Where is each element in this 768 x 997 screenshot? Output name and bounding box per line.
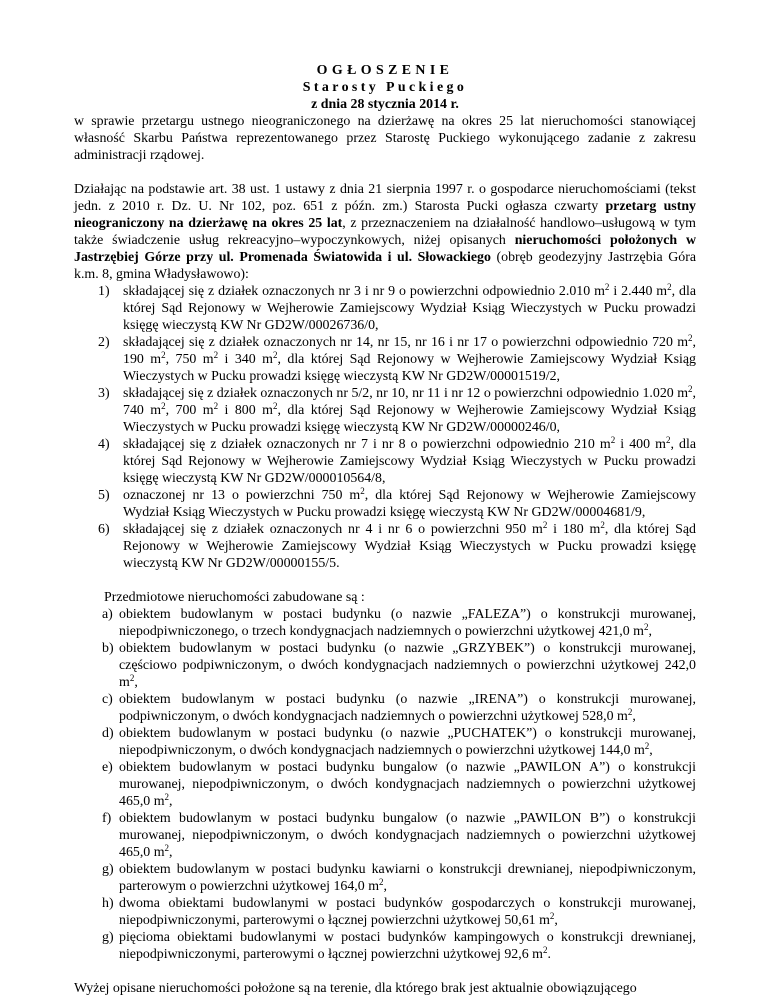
parcel-item-text: , dla której Sąd Rejonowy w Wejherowie Zamiejscowy Wydział Ksiąg Wieczystych w Pucku prowadzi księgę wieczystą KW Nr GD2W/00001519/2, <box>123 352 696 384</box>
parcel-item-text: i 2.440 m <box>609 284 668 299</box>
building-item-marker: f) <box>102 811 112 826</box>
building-item-text: obiektem budowlanym w postaci budynku (o nazwie „FALEZA”) o konstrukcji murowanej, niepodpiwniczonego, o trzech kondygnacjach nadziemnych o powierzchni użytkowej 421,0 m <box>119 607 696 639</box>
superscript: 2 <box>688 333 693 343</box>
parcel-item <box>98 282 696 334</box>
parcel-item <box>98 384 696 436</box>
building-item <box>102 691 696 725</box>
parcel-item-text: składającej się z działek oznaczonych nr 4 i nr 6 o powierzchni 950 m <box>123 522 543 537</box>
parcel-item <box>98 520 696 572</box>
building-item <box>102 810 696 861</box>
document-page <box>74 0 696 997</box>
superscript: 2 <box>164 792 170 802</box>
parcel-item-text: , 750 m <box>165 352 214 367</box>
building-item-text: , <box>632 709 636 724</box>
parcel-item-text: i 800 m <box>218 403 273 418</box>
parcel-item-text: i 340 m <box>218 352 273 367</box>
superscript: 2 <box>627 707 633 717</box>
parcel-item-marker: 2) <box>98 335 110 350</box>
legal-basis-text: Działając na podstawie art. 38 ust. 1 ustawy z dnia 21 sierpnia 1997 r. o gospodarce nieruchomościami (tekst jedn. z 2010 r. Dz. U. Nr 102, poz. 651 z późn. zm.) Starosta Pucki ogłasza czwarty <box>74 182 696 214</box>
building-item-text: obiektem budowlanym w postaci budynku kawiarni o konstrukcji drewnianej, niepodpiwniczonym, parterowym o powierzchni użytkowej 164,0 m <box>119 862 696 894</box>
tender-type: przetarg ustny nieograniczony na dzierżawę na okres 25 lat <box>74 199 696 231</box>
parcel-list <box>74 283 696 572</box>
building-item-text: , <box>169 845 173 860</box>
parcel-item-marker: 1) <box>98 284 110 299</box>
parcel-item-text: , 700 m <box>165 403 214 418</box>
notice-title: OGŁOSZENIE <box>316 63 454 78</box>
superscript: 2 <box>272 350 278 360</box>
parcel-item-text: , dla której Sąd Rejonowy w Wejherowie Zamiejscowy Wydział Ksiąg Wieczystych w Pucku prowadzi księgę wieczystą KW Nr GD2W/00004681/9, <box>123 488 696 520</box>
parcel-item-text: , dla której Sąd Rejonowy w Wejherowie Zamiejscowy Wydział Ksiąg Wieczystych w Pucku prowadzi księgę wieczystą KW Nr GD2W/00000155/5. <box>123 522 696 571</box>
building-item-marker: g) <box>102 930 114 945</box>
building-item <box>102 606 696 640</box>
superscript: 2 <box>644 741 650 751</box>
superscript: 2 <box>643 622 649 632</box>
parcel-item-text: składającej się z działek oznaczonych nr 14, nr 15, nr 16 i nr 17 o powierzchni odpowiednio 720 m <box>123 335 689 350</box>
parcel-item-text: i 180 m <box>547 522 601 537</box>
parcel-item-text: składającej się z działek oznaczonych nr 7 i nr 8 o powierzchni odpowiednio 210 m <box>123 437 611 452</box>
building-item-text: pięcioma obiektami budowlanymi w postaci budynków kampingowych o konstrukcji drewnianej, niepodpiwniczonymi, parterowymi o łącznej powierzchni użytkowej 92,6 m <box>119 930 696 962</box>
building-item <box>102 929 696 963</box>
superscript: 2 <box>161 401 166 411</box>
building-item <box>102 640 696 691</box>
parcel-item-text: oznaczonej nr 13 o powierzchni 750 m <box>123 488 361 503</box>
buildings-intro: Przedmiotowe nieruchomości zabudowane są : <box>104 590 365 605</box>
parcel-item-text: , 740 m <box>123 386 696 418</box>
closing-paragraph: Wyżej opisane nieruchomości położone są na terenie, dla którego brak jest aktualnie obowiązującego <box>74 981 637 996</box>
building-item-text: , <box>648 624 652 639</box>
parcel-item <box>98 435 696 487</box>
superscript: 2 <box>379 877 384 887</box>
superscript: 2 <box>600 520 605 530</box>
superscript: 2 <box>164 843 170 853</box>
building-item-marker: d) <box>102 726 114 741</box>
superscript: 2 <box>604 282 610 292</box>
superscript: 2 <box>542 945 548 955</box>
superscript: 2 <box>213 350 219 360</box>
superscript: 2 <box>688 384 693 394</box>
building-item-text: dwoma obiektami budowlanymi w postaci budynków gospodarczych o konstrukcji murowanej, niepodpiwniczonymi, parterowymi o łącznej powierzchni użytkowej 50,61 m <box>119 896 696 928</box>
building-item-text: , <box>134 675 138 690</box>
legal-basis-paragraph <box>74 181 696 283</box>
building-item <box>102 759 696 810</box>
superscript: 2 <box>161 350 166 360</box>
building-list <box>74 606 696 963</box>
building-item-text: obiektem budowlanym w postaci budynku (o nazwie „IRENA”) o konstrukcji murowanej, podpiwniczonym, o dwóch kondygnacjach nadziemnych o powierzchni użytkowej 528,0 m <box>119 692 696 724</box>
superscript: 2 <box>610 435 616 445</box>
building-item-text: obiektem budowlanym w postaci budynku bungalow (o nazwie „PAWILON B”) o konstrukcji murowanej, niepodpiwniczonym, o dwóch kondygnacjach nadziemnych o powierzchni użytkowej 465,0 m <box>119 811 696 860</box>
building-item-text: , <box>383 879 387 894</box>
parcel-item <box>98 333 696 385</box>
superscript: 2 <box>665 435 671 445</box>
building-item-text: obiektem budowlanym w postaci budynku (o nazwie „PUCHATEK”) o konstrukcji murowanej, niepodpiwniczonym, o dwóch kondygnacjach nadziemnych o powierzchni użytkowej 144,0 m <box>119 726 696 758</box>
building-item-text: , <box>649 743 653 758</box>
building-item-marker: c) <box>102 692 113 707</box>
building-item-text: obiektem budowlanym w postaci budynku bungalow (o nazwie „PAWILON A”) o konstrukcji murowanej, niepodpiwniczonym, o dwóch kondygnacjach nadziemnych o powierzchni użytkowej 465,0 m <box>119 760 696 809</box>
building-item-marker: e) <box>102 760 113 775</box>
building-item-marker: b) <box>102 641 114 656</box>
superscript: 2 <box>667 282 672 292</box>
building-item-text: . <box>547 947 551 962</box>
parcel-item-marker: 6) <box>98 522 110 537</box>
superscript: 2 <box>360 486 365 496</box>
parcel-item-marker: 4) <box>98 437 110 452</box>
parcel-item-marker: 5) <box>98 488 110 503</box>
precinct-text: (obręb geodezyjny Jastrzębia Góra k.m. 8, gmina Władysławowo): <box>74 250 696 282</box>
building-item-marker: h) <box>102 896 114 911</box>
building-item <box>102 725 696 759</box>
superscript: 2 <box>213 401 219 411</box>
parcel-item <box>98 486 696 521</box>
building-item-text: , <box>554 913 558 928</box>
building-item-text: obiektem budowlanym w postaci budynku (o nazwie „GRZYBEK”) o konstrukcji murowanej, częściowo podpiwniczonym, o dwóch kondygnacjach nadziemnych o powierzchni użytkowej 242,0 m <box>119 641 696 690</box>
superscript: 2 <box>272 401 278 411</box>
parcel-item-marker: 3) <box>98 386 110 401</box>
parcel-item-text: , 190 m <box>123 335 696 367</box>
building-item-text: , <box>169 794 173 809</box>
property-location: nieruchomości położonych w Jastrzębiej Górze przy ul. Promenada Światowida i ul. Słowackiego <box>74 233 696 265</box>
building-item-marker: g) <box>102 862 114 877</box>
parcel-item-text: , dla której Sąd Rejonowy w Wejherowie Zamiejscowy Wydział Ksiąg Wieczystych w Pucku prowadzi księgę wieczystą KW Nr GD2W/00026736/0, <box>123 284 696 333</box>
building-item <box>102 861 696 895</box>
parcel-item-text: , dla której Sąd Rejonowy w Wejherowie Zamiejscowy Wydział Ksiąg Wieczystych w Pucku prowadzi księgę wieczystą KW Nr GD2W/00000246/0, <box>123 403 696 435</box>
parcel-item-text: składającej się z działek oznaczonych nr 5/2, nr 10, nr 11 i nr 12 o powierzchni odpowiednio 1.020 m <box>123 386 689 401</box>
building-item <box>102 895 696 929</box>
superscript: 2 <box>542 520 548 530</box>
superscript: 2 <box>129 673 135 683</box>
parcel-item-text: składającej się z działek oznaczonych nr 3 i nr 9 o powierzchni odpowiednio 2.010 m <box>123 284 605 299</box>
parcel-item-text: i 400 m <box>615 437 666 452</box>
notice-issuer: Starosty Puckiego <box>302 80 468 95</box>
superscript: 2 <box>549 911 555 921</box>
parcel-item-text: , dla której Sąd Rejonowy w Wejherowie Zamiejscowy Wydział Ksiąg Wieczystych w Pucku prowadzi księgę wieczystą KW Nr GD2W/000010564/8, <box>123 437 696 486</box>
purpose-text: , z przeznaczeniem na działalność handlowo–usługową w tym także świadczenie usług rekreacyjno–wypoczynkowych, niżej opisanych <box>74 216 696 248</box>
notice-subject: w sprawie przetargu ustnego nieograniczonego na dzierżawę na okres 25 lat nieruchomości stanowiącej własność Skarbu Państwa reprezentowanego przez Starostę Puckiego wykonującego zadanie z zakresu administracji rządowej. <box>74 114 696 163</box>
notice-date: z dnia 28 stycznia 2014 r. <box>311 97 459 112</box>
building-item-marker: a) <box>102 607 113 622</box>
